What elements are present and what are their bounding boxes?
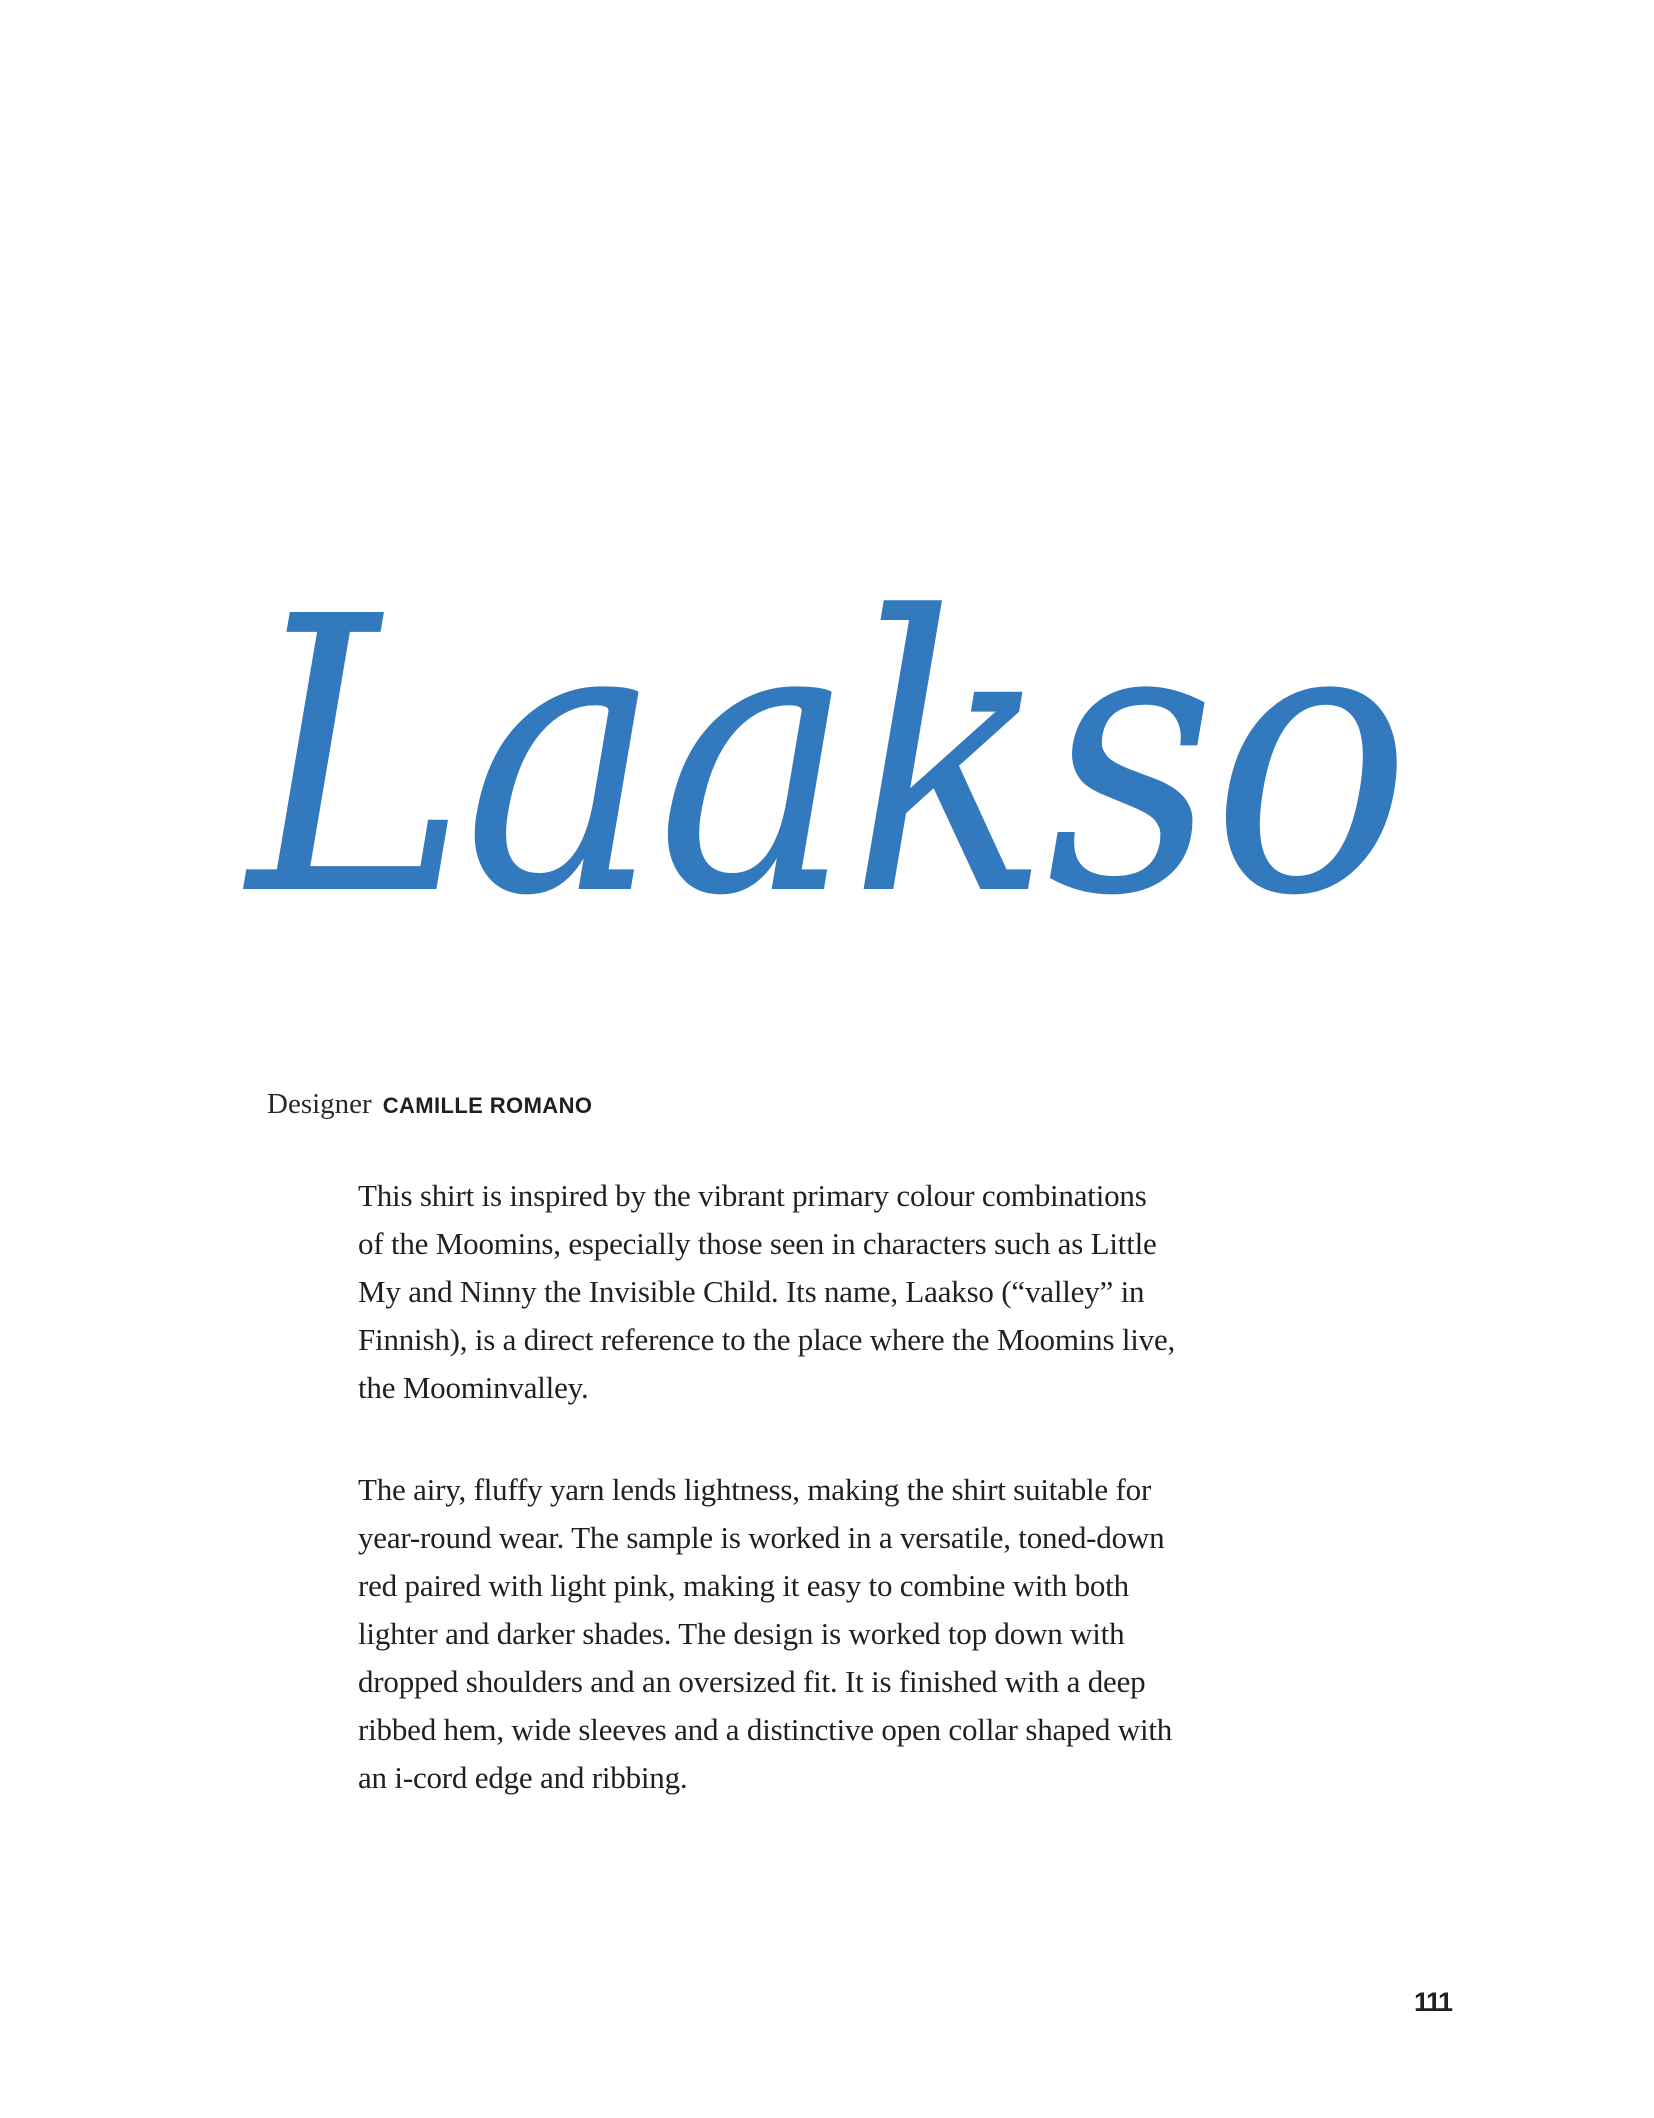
designer-name: CAMILLE ROMANO — [382, 1093, 593, 1118]
page-number: 111 — [1414, 1987, 1452, 2017]
body-line: My and Ninny the Invisible Child. Its name, Laakso (“valley” in — [358, 1274, 1145, 1309]
body-line: the Moominvalley. — [358, 1370, 589, 1405]
designer-label: Designer — [267, 1088, 372, 1120]
body-line: red paired with light pink, making it easy to combine with both — [358, 1568, 1129, 1603]
body-line: lighter and darker shades. The design is worked top down with — [358, 1616, 1125, 1651]
body-line: ribbed hem, wide sleeves and a distinctive open collar shaped with — [358, 1712, 1173, 1747]
body-line: This shirt is inspired by the vibrant primary colour combinations — [358, 1178, 1147, 1213]
intro-paragraph — [358, 1172, 1378, 1412]
designer-byline — [267, 1090, 592, 1120]
body-line: of the Moomins, especially those seen in characters such as Little — [358, 1226, 1157, 1261]
body-line: year-round wear. The sample is worked in a versatile, toned-down — [358, 1520, 1165, 1555]
body-line: dropped shoulders and an oversized fit. It is finished with a deep — [358, 1664, 1146, 1699]
description-paragraph — [358, 1466, 1378, 1802]
body-line: The airy, fluffy yarn lends lightness, making the shirt suitable for — [358, 1472, 1152, 1507]
pattern-title: Laakso — [248, 536, 1407, 979]
body-line: an i-cord edge and ribbing. — [358, 1760, 688, 1795]
body-line: Finnish), is a direct reference to the place where the Moomins live, — [358, 1322, 1176, 1357]
